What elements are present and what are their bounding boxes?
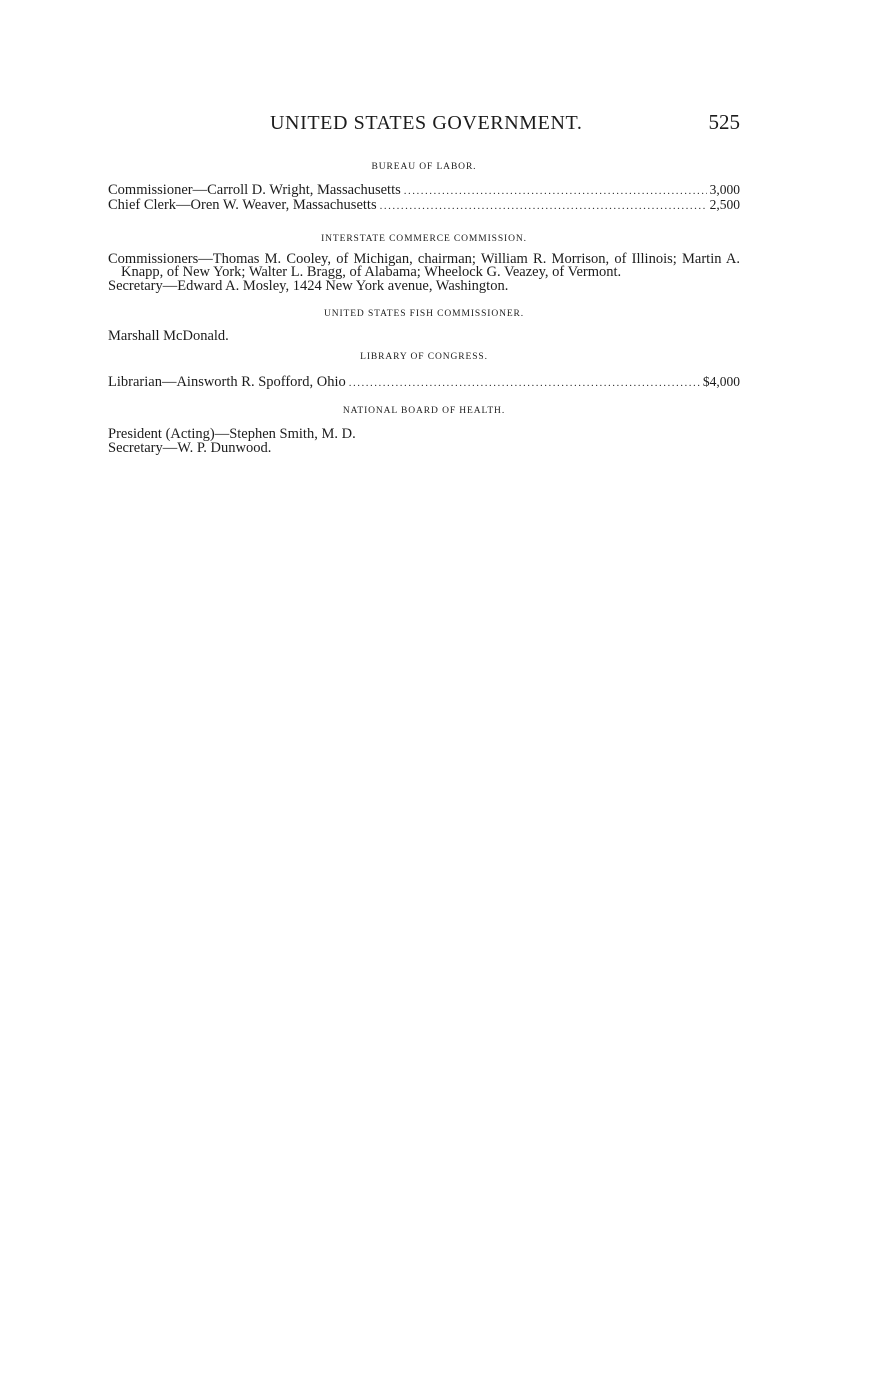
secretary-line: Secretary—Edward A. Mosley, 1424 New York avenue, Washington. [108, 278, 509, 294]
page-body [108, 161, 740, 455]
running-title: UNITED STATES GOVERNMENT. [270, 112, 583, 134]
dot-leader [349, 376, 700, 390]
fish-commissioner-name: Marshall McDonald. [108, 328, 229, 344]
salary-entry-chief-clerk [108, 198, 740, 213]
dot-leader [380, 199, 707, 213]
section-heading-interstate-commerce-commission: INTERSTATE COMMERCE COMMISSION. [321, 234, 527, 244]
section-heading-bureau-of-labor: BUREAU OF LABOR. [371, 162, 477, 172]
entry-text: Chief Clerk—Oren W. Weaver, Massachusetts [108, 197, 377, 213]
dot-leader [404, 184, 707, 198]
running-head [108, 112, 740, 142]
entry-amount: 2,500 [709, 197, 740, 212]
salary-entry-librarian [108, 375, 740, 390]
page-number: 525 [708, 110, 740, 134]
entry-text: Librarian—Ainsworth R. Spofford, Ohio [108, 374, 346, 390]
entry-amount: 3,000 [709, 182, 740, 197]
section-heading-library-of-congress: LIBRARY OF CONGRESS. [360, 352, 488, 362]
section-heading-fish-commissioner: UNITED STATES FISH COMMISSIONER. [323, 309, 525, 319]
commissioners-paragraph: Commissioners—Thomas M. Cooley, of Michigan, chairman; William R. Morrison, of Illinois; Martin A. Knapp, of New York; Walter L. Bragg, of Alabama; Wheelock G. Veazey, of Vermont. [108, 251, 740, 280]
entry-text: Commissioner—Carroll D. Wright, Massachusetts [108, 182, 401, 198]
section-heading-national-board-of-health: NATIONAL BOARD OF HEALTH. [342, 406, 506, 416]
salary-entry-commissioner [108, 183, 740, 198]
entry-amount: $4,000 [702, 374, 740, 389]
secretary-line: Secretary—W. P. Dunwood. [108, 440, 272, 456]
president-line: President (Acting)—Stephen Smith, M. D. [108, 426, 356, 442]
